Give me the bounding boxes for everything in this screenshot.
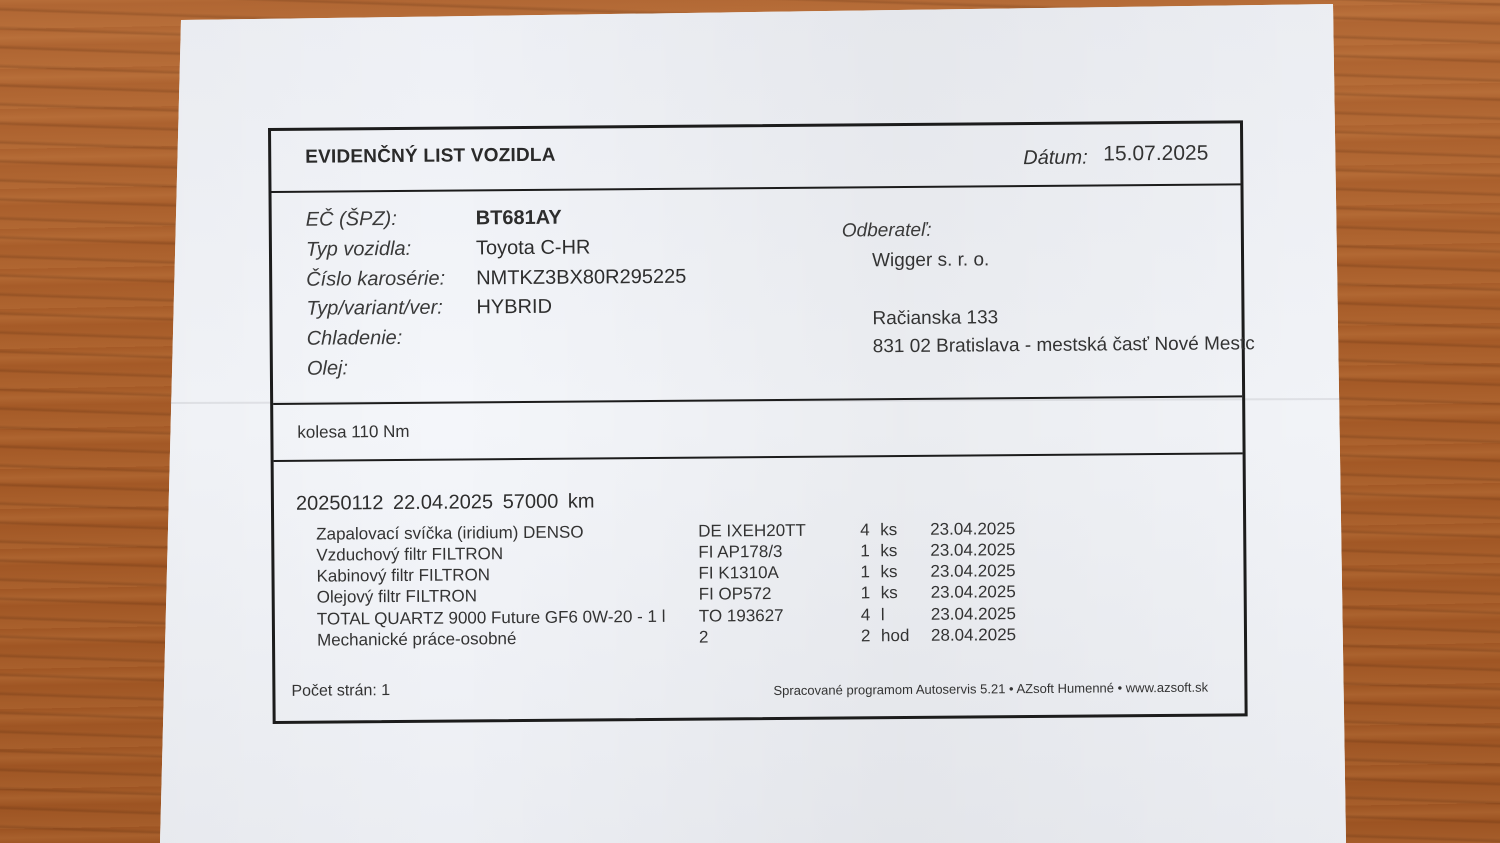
vehicle-record-form (268, 120, 1255, 724)
item-date: 23.04.2025 (930, 561, 1016, 581)
item-quantity: 1 (860, 562, 871, 582)
item-unit: l (880, 605, 885, 625)
divider-header (271, 183, 1240, 193)
order-header: 20250112 22.04.2025 57000 km (295, 490, 595, 515)
item-unit: ks (880, 541, 898, 561)
oil-label: Olej: (306, 357, 349, 380)
divider-note (274, 452, 1243, 462)
customer-street: Račianska 133 (872, 307, 999, 330)
item-description: Olejový filtr FILTRON (316, 586, 478, 607)
item-code: 2 (698, 627, 709, 647)
divider-vehicle (273, 395, 1242, 405)
item-quantity: 1 (860, 583, 871, 603)
item-code: TO 193627 (698, 605, 784, 626)
item-date: 28.04.2025 (930, 625, 1017, 645)
item-description: Vzduchový filtr FILTRON (316, 544, 504, 565)
date-label: Dátum: (1023, 146, 1088, 170)
item-code: FI K1310A (698, 563, 779, 583)
cooling-label: Chladenie: (306, 326, 403, 350)
date-value: 15.07.2025 (1103, 141, 1209, 166)
item-date: 23.04.2025 (930, 582, 1016, 602)
body-number-value: NMTKZ3BX80R295225 (476, 265, 687, 290)
variant-value: HYBRID (476, 295, 553, 319)
body-number-label: Číslo karosérie: (306, 267, 446, 291)
ec-value: BT681AY (475, 206, 562, 230)
item-code: FI OP572 (698, 584, 772, 604)
service-note: kolesa 110 Nm (297, 421, 410, 442)
item-code: FI AP178/3 (698, 541, 783, 562)
document-title: EVIDENČNÝ LIST VOZIDLA (305, 144, 556, 168)
item-unit: hod (880, 625, 910, 646)
vehicle-type-value: Toyota C-HR (475, 236, 591, 260)
item-date: 23.04.2025 (930, 604, 1017, 624)
vehicle-type-label: Typ vozidla: (305, 237, 412, 261)
item-quantity: 1 (860, 541, 870, 561)
item-quantity: 2 (860, 626, 871, 646)
item-description: TOTAL QUARTZ 9000 Future GF6 0W-20 - 1 l (316, 606, 666, 629)
software-credit: Spracované programom Autoservis 5.21 • AZsoft Humenné • www.azsoft.sk (773, 679, 1209, 699)
item-unit: ks (880, 583, 898, 603)
item-quantity: 4 (860, 605, 871, 625)
item-code: DE IXEH20TT (698, 520, 806, 541)
customer-label: Odberateľ: (841, 219, 932, 242)
item-description: Zapalovací svíčka (iridium) DENSO (316, 522, 584, 544)
customer-city: 831 02 Bratislava - mestská časť Nové Mestc (872, 333, 1255, 358)
item-description: Mechanické práce-osobné (316, 629, 517, 650)
variant-label: Typ/variant/ver: (306, 296, 443, 320)
item-date: 23.04.2025 (930, 519, 1016, 539)
customer-name: Wigger s. r. o. (871, 249, 990, 272)
item-quantity: 4 (860, 520, 870, 540)
item-description: Kabinový filtr FILTRON (316, 565, 491, 586)
item-date: 23.04.2025 (930, 540, 1016, 560)
page-count: Počet strán: 1 (291, 682, 391, 700)
ec-label: EČ (ŠPZ): (305, 207, 397, 231)
item-unit: ks (880, 520, 898, 540)
item-unit: ks (880, 562, 898, 582)
